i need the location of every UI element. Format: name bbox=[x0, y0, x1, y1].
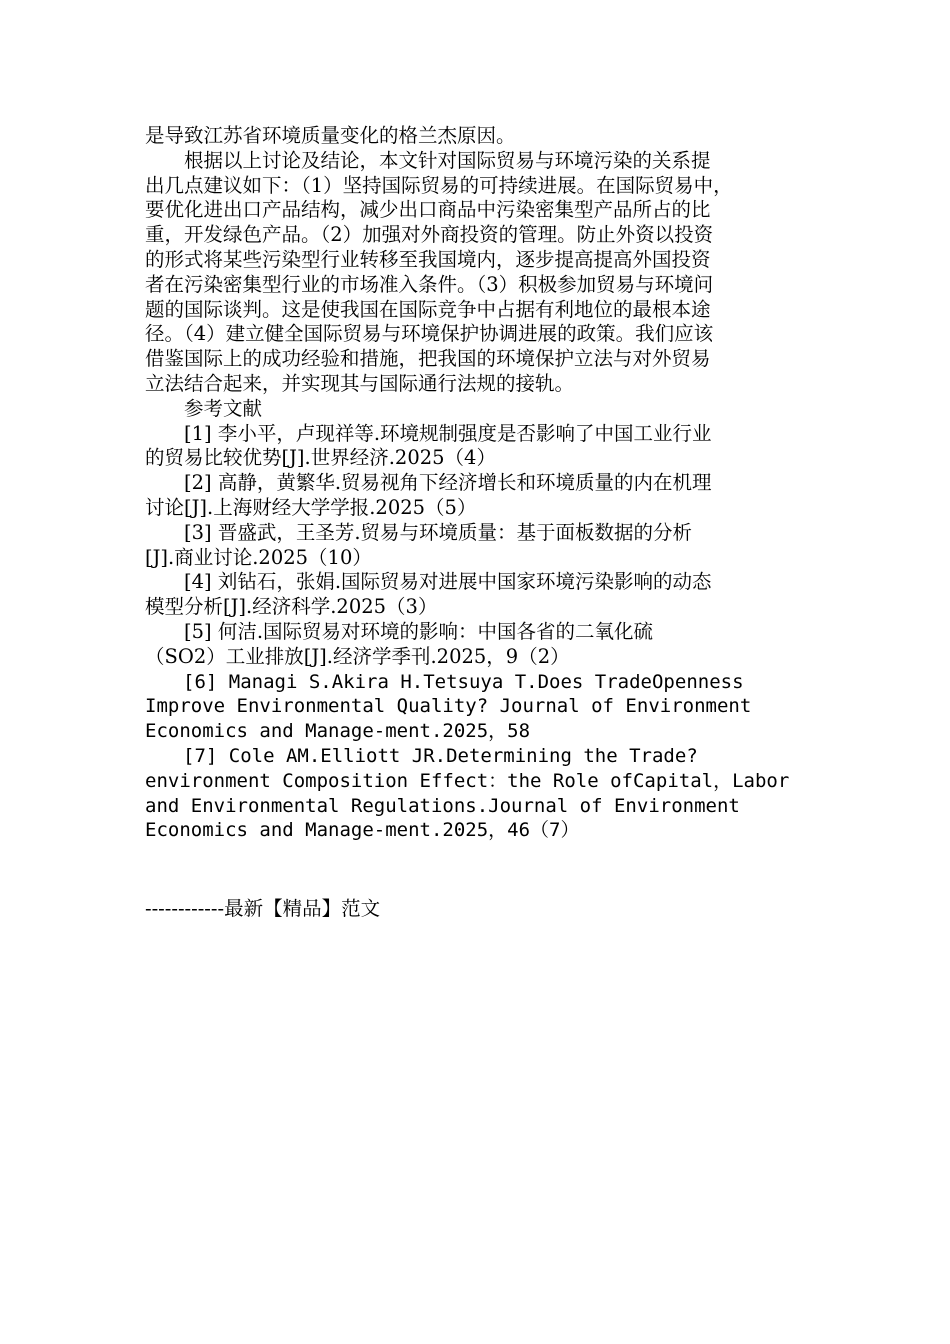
body-line: 者在污染密集型行业的市场准入条件。（3）积极参加贸易与环境问 bbox=[145, 272, 714, 296]
reference-line: （SO2）工业排放[J].经济学季刊.2025，9（2） bbox=[145, 644, 570, 668]
body-line: 径。（4）建立健全国际贸易与环境保护协调进展的政策。我们应该 bbox=[145, 322, 714, 346]
references-heading: 参考文献 bbox=[145, 396, 263, 420]
reference-line: [2] 高静，黄繁华.贸易视角下经济增长和环境质量的内在机理 bbox=[145, 471, 712, 495]
body-line: 立法结合起来，并实现其与国际通行法规的接轨。 bbox=[145, 371, 575, 395]
reference-line: [3] 晋盛武，王圣芳.贸易与环境质量：基于面板数据的分析 bbox=[145, 520, 693, 544]
reference-line: [1] 李小平，卢现祥等.环境规制强度是否影响了中国工业行业 bbox=[145, 421, 712, 445]
reference-line: [7] Cole AM.Elliott JR.Determining the Trade? bbox=[145, 744, 698, 767]
body-line: 题的国际谈判。这是使我国在国际竞争中占据有利地位的最根本途 bbox=[145, 297, 711, 321]
reference-line: 的贸易比较优势[J].世界经济.2025（4） bbox=[145, 446, 496, 470]
reference-line: Economics and Manage-ment.2025，58 bbox=[145, 720, 531, 743]
body-line: 重，开发绿色产品。（2）加强对外商投资的管理。防止外资以投资 bbox=[145, 223, 714, 247]
body-line: 根据以上讨论及结论，本文针对国际贸易与环境污染的关系提 bbox=[145, 148, 711, 172]
body-line: 要优化进出口产品结构，减少出口商品中污染密集型产品所占的比 bbox=[145, 198, 711, 222]
reference-line: [5] 何洁.国际贸易对环境的影响：中国各省的二氧化硫 bbox=[145, 619, 654, 643]
body-line: 的形式将某些污染型行业转移至我国境内，逐步提高提高外国投资 bbox=[145, 247, 711, 271]
body-line: 出几点建议如下：（1）坚持国际贸易的可持续进展。在国际贸易中， bbox=[145, 173, 733, 197]
body-line: 借鉴国际上的成功经验和措施，把我国的环境保护立法与对外贸易 bbox=[145, 347, 711, 371]
document-body bbox=[145, 124, 815, 843]
reference-line: [6] Managi S.Akira H.Tetsuya T.Does TradeOpenness bbox=[145, 670, 744, 693]
reference-line: Improve Environmental Quality? Journal of Environment bbox=[145, 695, 752, 718]
reference-line: 模型分析[J].经济科学.2025（3） bbox=[145, 595, 438, 619]
footer-banner: ------------最新【精品】范文 bbox=[145, 897, 381, 920]
body-line: 是导致江苏省环境质量变化的格兰杰原因。 bbox=[145, 124, 516, 147]
reference-line: environment Composition Effect：the Role ofCapital，Labor bbox=[145, 769, 790, 792]
reference-line: 讨论[J].上海财经大学学报.2025（5） bbox=[145, 495, 477, 519]
reference-line: and Environmental Regulations.Journal of Environment bbox=[145, 794, 740, 817]
reference-line: [4] 刘钻石，张娟.国际贸易对进展中国家环境污染影响的动态 bbox=[145, 570, 712, 594]
reference-line: Economics and Manage-ment.2025，46（7） bbox=[145, 819, 580, 842]
reference-line: [J].商业讨论.2025（10） bbox=[145, 545, 372, 569]
